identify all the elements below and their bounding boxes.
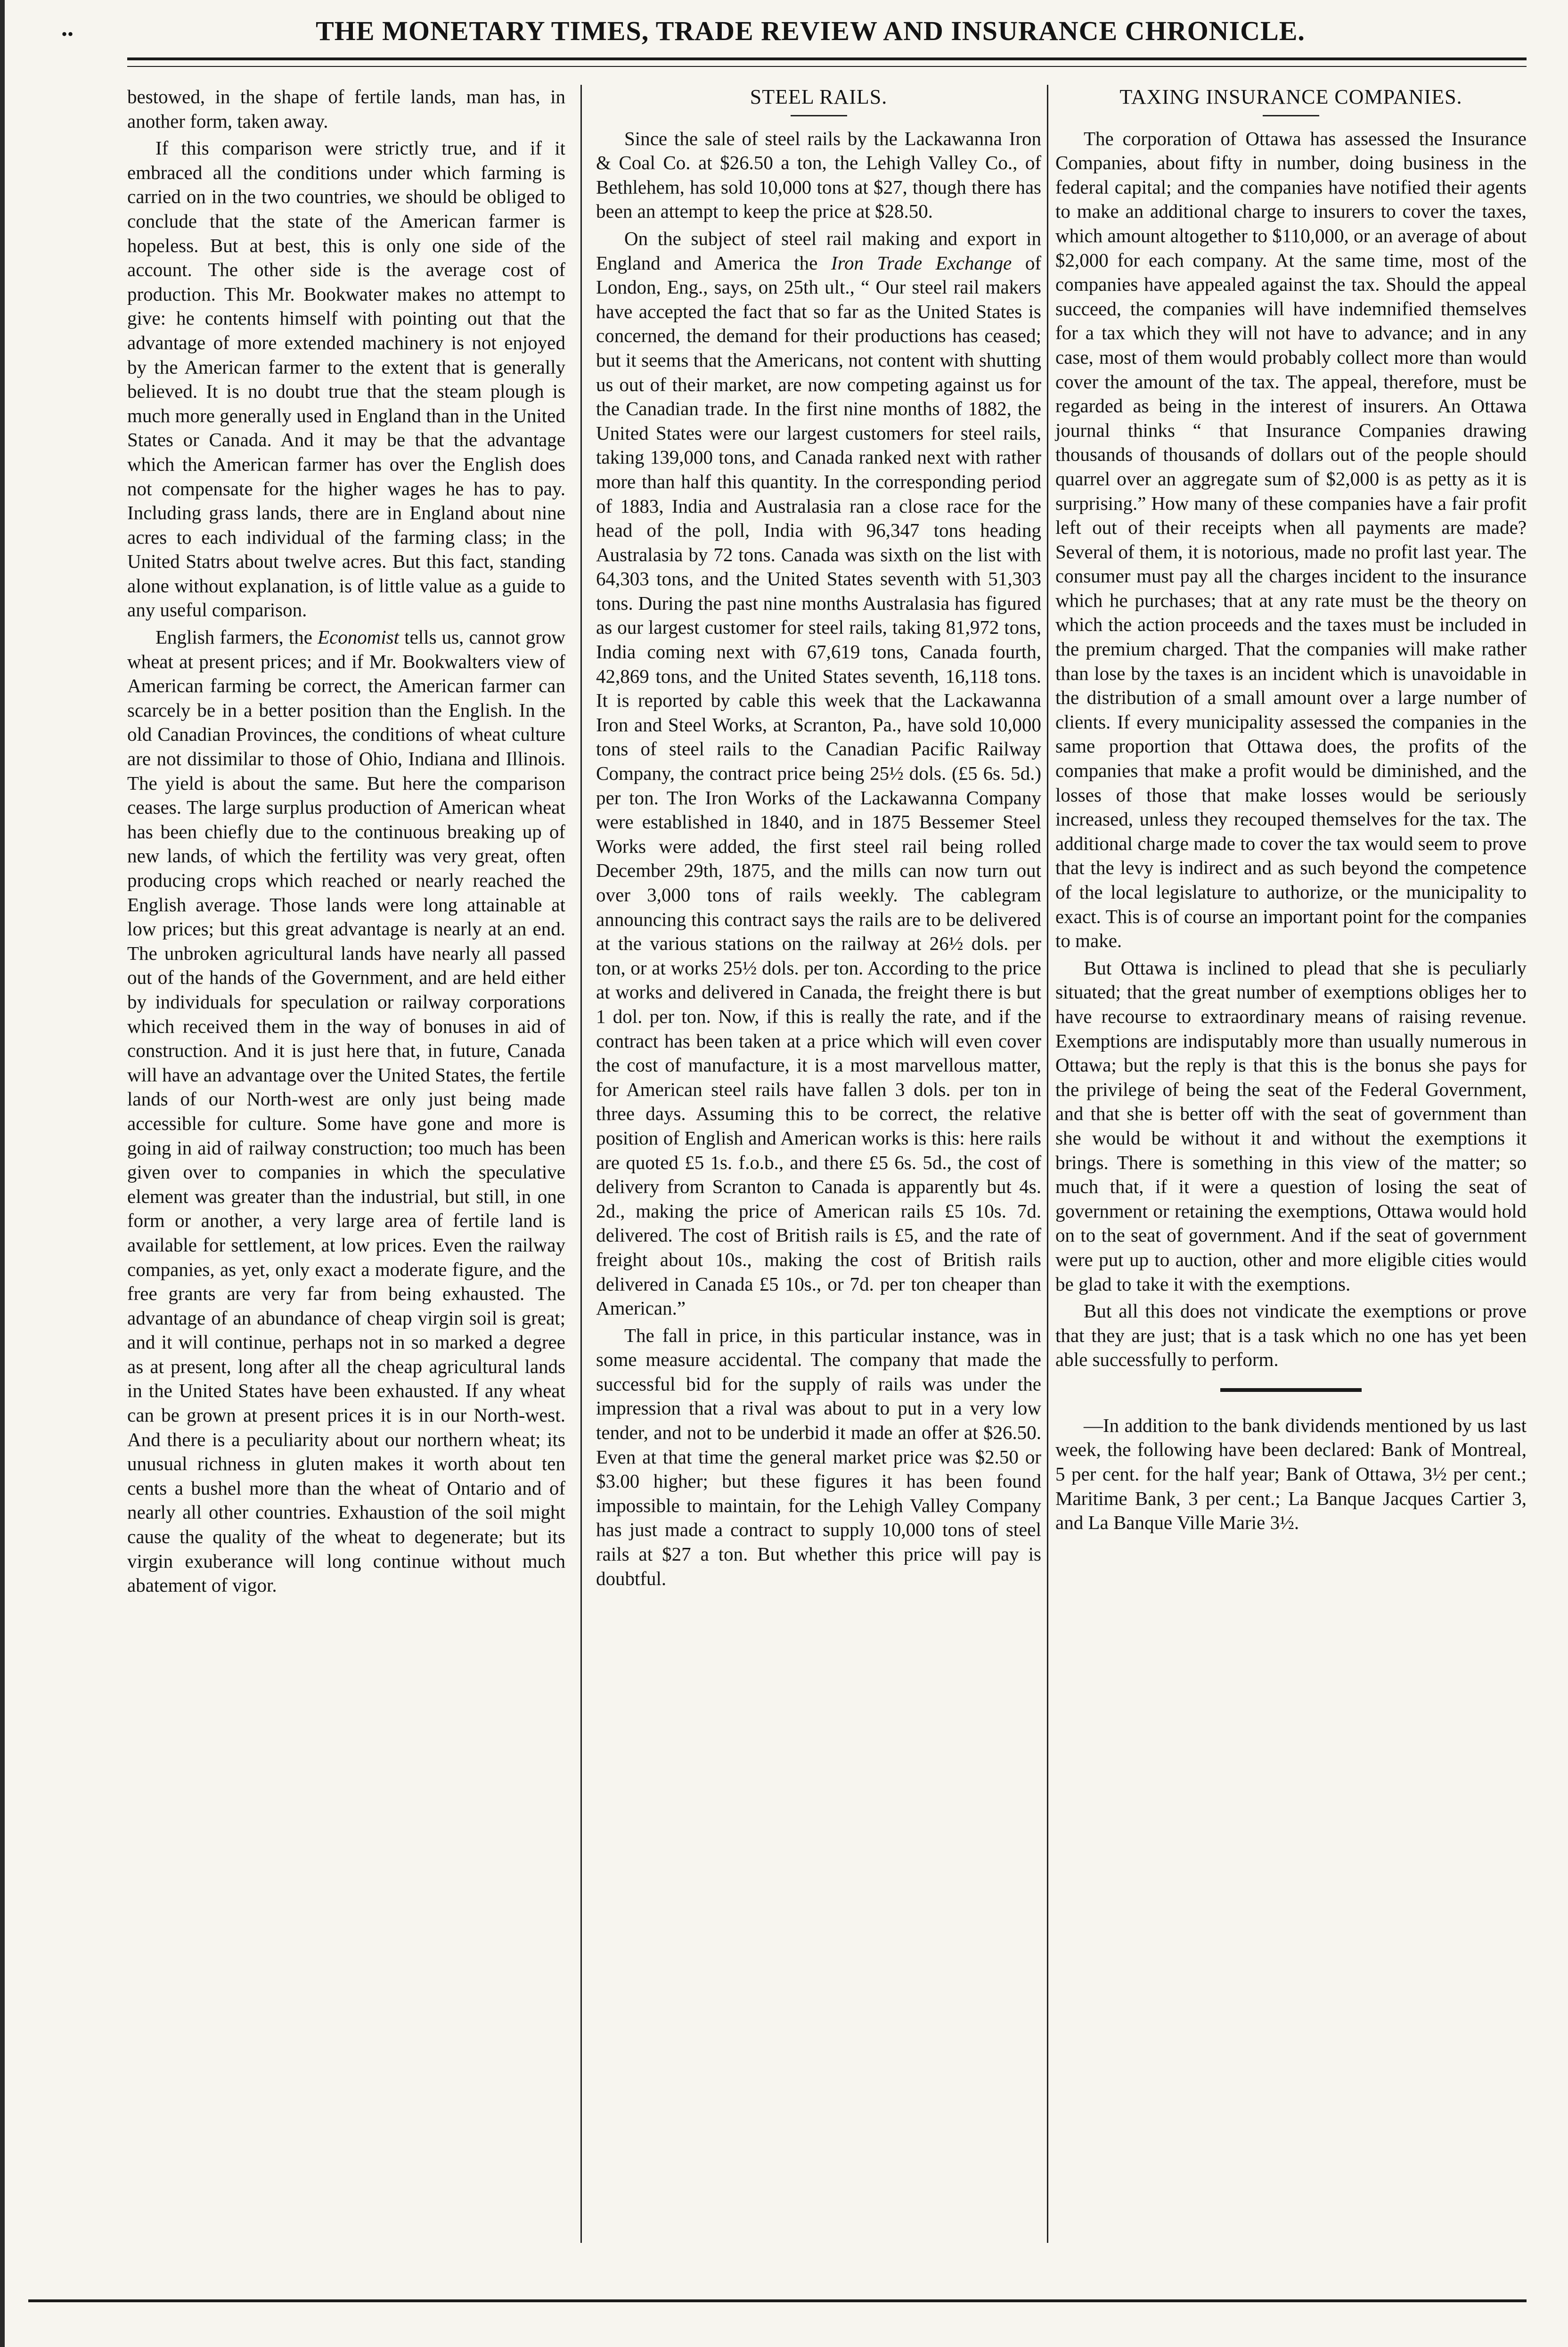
news-item-paragraph: —In addition to the bank dividends mentioned by us last week, the following have been declared: Bank of Montreal, 5 per cent. for the half year; Bank of Ottawa, 3½ per cent.; Maritime Bank, 3 per cent.; La Banque Jacques Cartier 3, and La Banque Ville Marie 3½. xyxy=(1055,1414,1527,1534)
article-column-farming xyxy=(127,85,565,1601)
page-number: .. xyxy=(61,15,74,41)
article-column-steel-rails xyxy=(596,85,1041,1594)
headline-rule xyxy=(1263,115,1319,116)
text-run: On the subject of steel rail making and export in England and America the xyxy=(596,227,1041,274)
masthead-rule-thin xyxy=(127,66,1527,67)
text-run: tells us, cannot grow wheat at present prices; and if Mr. Bookwalters view of American farming be correct, the American farmer can scarcely be in a better position than the English. In the old Canadian Provinces, the conditions of wheat culture are not dissimilar to those of Ohio, Indiana and Illinois. The yield is about the same. But here the comparison ceases. The large surplus production of American wheat has been chiefly due to the continuous breaking up of new lands, of which the fertility was very great, often producing crops which reached or nearly reached the English average. Those lands were long attainable at low prices; but this great advantage is nearly at an end. The unbroken agricultural lands have nearly all passed out of the hands of the Government, and are held either by individuals for speculation or railway corporations which received them in the way of bonuses in aid of construction. And it is just here that, in future, Canada will have an advantage over the United States, the fertile lands of our North-west are only just being made accessible for culture. Some have gone and more is going in aid of railway construction; too much has been given over to companies in which the speculative element was greater than the industrial, but still, in one form or another, a very large area of fertile land is available for settlement, at low prices. Even the railway companies, as yet, only exact a moderate figure, and the free grants are very far from being exhausted. The advantage of an abundance of cheap virgin soil is great; and it will continue, perhaps not in so marked a degree as at present, long after all the cheap agricultural lands in the United States have been exhausted. If any wheat can be grown at present prices it is in our North-west. And there is a peculiarity about our northern wheat; its unusual richness in gluten makes it worth about ten cents a bushel more than the wheat of Ontario and of nearly all other countries. Exhaustion of the soil might cause the quality of the wheat to degenerate; but its virgin exuberance will long continue without much abatement of vigor. xyxy=(127,626,565,1596)
masthead-title: THE MONETARY TIMES, TRADE REVIEW AND INSURANCE CHRONICLE. xyxy=(316,16,1305,46)
publication-name: Iron Trade Exchange xyxy=(831,252,1012,274)
page-binding-edge xyxy=(0,0,18,2347)
text-run: English farmers, the xyxy=(155,626,318,648)
article-headline: STEEL RAILS. xyxy=(750,85,888,108)
paragraph xyxy=(127,625,565,1598)
column-divider xyxy=(1047,85,1048,2243)
paragraph xyxy=(596,227,1041,1321)
paragraph: The fall in price, in this particular instance, was in some measure accidental. The company that made the successful bid for the supply of rails was under the impression that a rival was about to put in a very low tender, and not to be underbid it made an offer at $26.50. Even at that time the general market price was $2.50 or $3.00 higher; but these figures it has been found impossible to maintain, for the Lehigh Valley Company has just made a contract to supply 10,000 tons of steel rails at $27 a ton. But whether this price will pay is doubtful. xyxy=(596,1324,1041,1589)
headline-rule xyxy=(791,115,847,116)
paragraph: If this comparison were strictly true, and if it embraced all the conditions under which farming is carried on in the two countries, we should be obliged to conclude that the state of the American farmer is hopeless. But at best, this is only one side of the account. The other side is the average cost of production. This Mr. Bookwater makes no attempt to give: he contents himself with pointing out that the advantage of more extended machinery is not enjoyed by the American farmer to the extent that is generally believed. It is no doubt true that the steam plough is much more generally used in England than in the United States or Canada. And it may be that the advantage which the American farmer has over the English does not compensate for the higher wages he has to pay. Including grass lands, there are in England about nine acres to each individual of the farming class; in the United Statrs about twelve acres. But this fact, standing alone without explanation, is of little value as a guide to any useful comparison. xyxy=(127,137,565,621)
paragraph: Since the sale of steel rails by the Lackawanna Iron & Coal Co. at $26.50 a ton, the Lehigh Valley Co., of Bethlehem, has sold 10,000 tons at $27, though there has been an attempt to keep the price at $28.50. xyxy=(596,127,1041,222)
article-column-taxing-insurance xyxy=(1055,85,1527,1538)
section-end-rule xyxy=(1220,1388,1362,1392)
text-run: of London, Eng., says, on 25th ult., “ Our steel rail makers have accepted the fact that so far as the United States is concerned, the demand for their productions has ceased; but it seems that the Americans, not content with shutting us out of their market, are now competing against us for the Canadian trade. In the first nine months of 1882, the United States were our largest customers for steel rails, taking 139,000 tons, and Canada ranked next with rather more than half this quantity. In the corresponding period of 1883, India and Australasia ran a close race for the head of the poll, India with 96,347 tons heading Australasia by 72 tons. Canada was sixth on the list with 64,303 tons, and the United States seventh with 51,303 tons. During the past nine months Australasia has figured as our largest customer for steel rails, taking 81,972 tons, India coming next with 67,619 tons, Canada fourth, 42,869 tons, and the United States seventh, 16,118 tons. It is reported by cable this week that the Lackawanna Iron and Steel Works, at Scranton, Pa., have sold 10,000 tons of steel rails to the Canadian Pacific Railway Company, the contract price being 25½ dols. (£5 6s. 5d.) per ton. The Iron Works of the Lackawanna Company were established in 1840, and in 1875 Bessemer Steel Works were added, the first steel rail being rolled December 29th, 1875, and the mills can now turn out over 3,000 tons of rails weekly. The cablegram announcing this contract says the rails are to be delivered at the various stations on the railway at 26½ dols. per ton, or at works 25½ dols. per ton. According to the price at works and delivered in Canada, the freight there is but 1 dol. per ton. Now, if this is really the rate, and if the contract has been taken at a price which will even cover the cost of manufacture, it is a most marvellous matter, for American steel rails have fallen 3 dols. per ton in three days. Assuming this to be correct, the relative position of English and American works is this: here rails are quoted £5 1s. f.o.b., and there £5 6s. 5d., the cost of delivery from Scranton to Canada is apparently but 4s. 2d., making the price of American rails £5 10s. 7d. delivered. The cost of British rails is £5, and the rate of freight about 10s., making the cost of British rails delivered in Canada £5 10s., or 7d. per ton cheaper than American.” xyxy=(596,252,1042,1319)
masthead-rule xyxy=(127,57,1527,60)
article-headline: TAXING INSURANCE COMPANIES. xyxy=(1119,85,1462,108)
paragraph: The corporation of Ottawa has assessed the Insurance Companies, about fifty in number, doing business in the federal capital; and the companies have notified their agents to make an additional charge to insurers to cover the taxes, which amount altogether to $110,000, or an average of about $2,000 for each company. At the same time, most of the companies have appealed against the tax. Should the appeal succeed, the companies will have indemnified themselves for a tax which they will not have to advance; and in any case, most of them would probably collect more than would cover the amount of the tax. The appeal, therefore, must be regarded as being in the interest of insurers. An Ottawa journal thinks “ that Insurance Companies drawing thousands of thousands of dollars out of the people should quarrel over an aggregate sum of $2,000 is as petty as it is surprising.” How many of these companies have a fair profit left out of their receipts when all payments are made? Several of them, it is notorious, made no profit last year. The consumer must pay all the charges incident to the insurance which he purchases; that at any rate must be the theory on which the action proceeds and the taxes must be included in the premium charged. That the companies will make rather than lose by the taxes is an incident which is unavoidable in the distribution of a small amount over a large number of clients. If every municipality assessed the companies in the same proportion that Ottawa does, the profits of the companies that make a profit would be diminished, and the losses of those that make losses would be seriously increased, unless they recouped themselves for the tax. The additional charge made to cover the tax would seem to prove that the levy is indirect and as such beyond the competence of the local legislature to authorize, or the municipality to exact. This is of course an important point for the companies to make. xyxy=(1055,127,1527,952)
paragraph: But all this does not vindicate the exemptions or prove that they are just; that is a task which no one has yet been able successfully to perform. xyxy=(1055,1300,1527,1371)
paragraph: But Ottawa is inclined to plead that she is peculiarly situated; that the great number of exemptions obliges her to have recourse to extraordinary means of raising revenue. Exemptions are indisputably more than usually numerous in Ottawa; but the reply is that this is the bonus she pays for the privilege of being the seat of the Federal Government, and that she is better off with the seat of government than she would be without it and without the exemptions it brings. There is something in this view of the matter; so much that, if it were a question of losing the seat of government or retaining the exemptions, Ottawa would hold on to the seat of government. And if the seat of government were put up to auction, other and more eligible cities would be glad to take it with the exemptions. xyxy=(1055,957,1527,1295)
page-bottom-rule xyxy=(28,2299,1527,2302)
publication-name: Economist xyxy=(318,626,400,648)
column-divider xyxy=(580,85,582,2243)
paragraph: bestowed, in the shape of fertile lands, man has, in another form, taken away. xyxy=(127,86,565,132)
